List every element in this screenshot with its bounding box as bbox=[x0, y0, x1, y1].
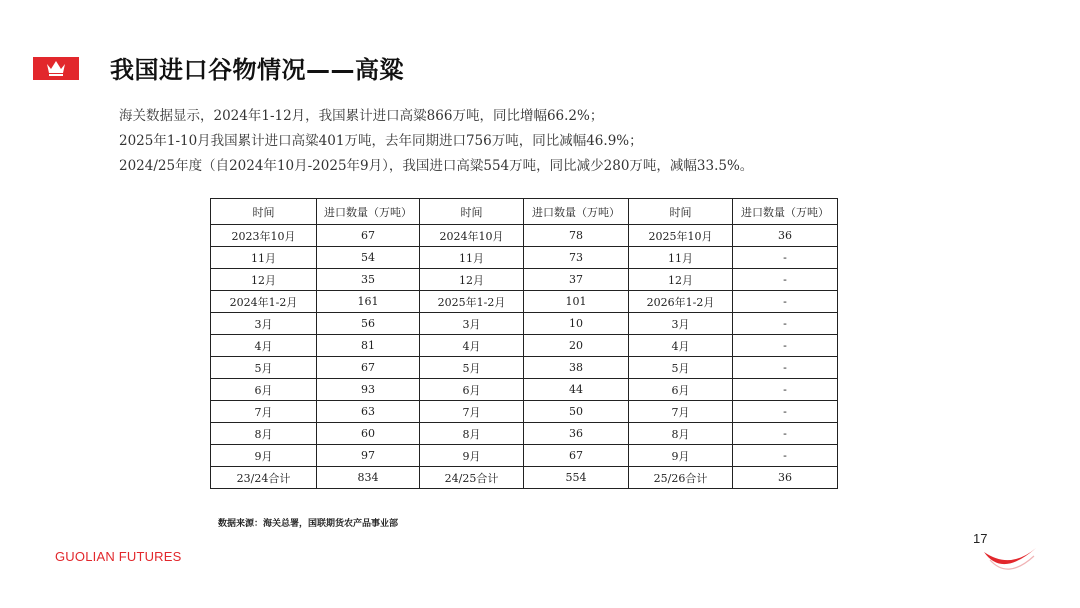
quantity-cell: 78 bbox=[524, 225, 629, 247]
time-cell: 6月 bbox=[211, 379, 317, 401]
quantity-cell: - bbox=[733, 269, 838, 291]
quantity-cell: 93 bbox=[317, 379, 420, 401]
time-cell: 25/26合计 bbox=[629, 467, 733, 489]
time-cell: 24/25合计 bbox=[420, 467, 524, 489]
quantity-cell: - bbox=[733, 445, 838, 467]
time-cell: 4月 bbox=[211, 335, 317, 357]
quantity-cell: 35 bbox=[317, 269, 420, 291]
table-row bbox=[211, 357, 838, 379]
quantity-cell: 67 bbox=[317, 225, 420, 247]
quantity-cell: 67 bbox=[524, 445, 629, 467]
time-cell: 9月 bbox=[629, 445, 733, 467]
crown-icon bbox=[46, 60, 66, 76]
quantity-cell: - bbox=[733, 291, 838, 313]
time-cell: 7月 bbox=[211, 401, 317, 423]
time-cell: 3月 bbox=[420, 313, 524, 335]
table-row bbox=[211, 269, 838, 291]
quantity-cell: - bbox=[733, 379, 838, 401]
quantity-cell: 36 bbox=[524, 423, 629, 445]
time-cell: 12月 bbox=[629, 269, 733, 291]
quantity-cell: - bbox=[733, 423, 838, 445]
table-row bbox=[211, 291, 838, 313]
quantity-cell: 834 bbox=[317, 467, 420, 489]
quantity-cell: 56 bbox=[317, 313, 420, 335]
quantity-cell: - bbox=[733, 313, 838, 335]
quantity-cell: 36 bbox=[733, 225, 838, 247]
time-cell: 8月 bbox=[629, 423, 733, 445]
time-cell: 3月 bbox=[211, 313, 317, 335]
time-cell: 8月 bbox=[211, 423, 317, 445]
quantity-cell: - bbox=[733, 357, 838, 379]
quantity-cell: 97 bbox=[317, 445, 420, 467]
time-cell: 9月 bbox=[420, 445, 524, 467]
time-cell: 11月 bbox=[629, 247, 733, 269]
summary-line: 2025年1-10月我国累计进口高粱401万吨，去年同期进口756万吨，同比减幅46.9%； bbox=[119, 133, 643, 149]
time-cell: 9月 bbox=[211, 445, 317, 467]
time-cell: 2025年10月 bbox=[629, 225, 733, 247]
quantity-cell: 38 bbox=[524, 357, 629, 379]
column-header-quantity: 进口数量（万吨） bbox=[317, 199, 420, 225]
sorghum-import-table bbox=[210, 198, 838, 489]
quantity-cell: 67 bbox=[317, 357, 420, 379]
swoosh-icon bbox=[980, 540, 1040, 580]
time-cell: 6月 bbox=[420, 379, 524, 401]
column-header-time: 时间 bbox=[629, 199, 733, 225]
quantity-cell: 20 bbox=[524, 335, 629, 357]
quantity-cell: 60 bbox=[317, 423, 420, 445]
table-row bbox=[211, 445, 838, 467]
time-cell: 3月 bbox=[629, 313, 733, 335]
column-header-quantity: 进口数量（万吨） bbox=[524, 199, 629, 225]
time-cell: 2024年1-2月 bbox=[211, 291, 317, 313]
time-cell: 4月 bbox=[420, 335, 524, 357]
column-header-time: 时间 bbox=[211, 199, 317, 225]
time-cell: 11月 bbox=[420, 247, 524, 269]
table-header-row bbox=[211, 199, 838, 225]
time-cell: 6月 bbox=[629, 379, 733, 401]
time-cell: 2023年10月 bbox=[211, 225, 317, 247]
table-row bbox=[211, 467, 838, 489]
page-title: 我国进口谷物情况——高粱 bbox=[110, 56, 404, 84]
time-cell: 12月 bbox=[211, 269, 317, 291]
column-header-time: 时间 bbox=[420, 199, 524, 225]
page-number: 17 bbox=[973, 531, 988, 546]
summary-text bbox=[119, 104, 753, 179]
time-cell: 12月 bbox=[420, 269, 524, 291]
time-cell: 4月 bbox=[629, 335, 733, 357]
time-cell: 8月 bbox=[420, 423, 524, 445]
column-header-quantity: 进口数量（万吨） bbox=[733, 199, 838, 225]
quantity-cell: 44 bbox=[524, 379, 629, 401]
summary-line: 2024/25年度（自2024年10月-2025年9月），我国进口高粱554万吨，同比减少280万吨，减幅33.5%。 bbox=[119, 158, 754, 174]
time-cell: 2026年1-2月 bbox=[629, 291, 733, 313]
quantity-cell: 36 bbox=[733, 467, 838, 489]
quantity-cell: 37 bbox=[524, 269, 629, 291]
quantity-cell: 554 bbox=[524, 467, 629, 489]
table-row bbox=[211, 225, 838, 247]
quantity-cell: - bbox=[733, 247, 838, 269]
quantity-cell: 161 bbox=[317, 291, 420, 313]
quantity-cell: 101 bbox=[524, 291, 629, 313]
quantity-cell: 50 bbox=[524, 401, 629, 423]
quantity-cell: 63 bbox=[317, 401, 420, 423]
quantity-cell: - bbox=[733, 401, 838, 423]
time-cell: 5月 bbox=[211, 357, 317, 379]
table-row bbox=[211, 423, 838, 445]
time-cell: 11月 bbox=[211, 247, 317, 269]
table-row bbox=[211, 335, 838, 357]
quantity-cell: 54 bbox=[317, 247, 420, 269]
time-cell: 2025年1-2月 bbox=[420, 291, 524, 313]
quantity-cell: 73 bbox=[524, 247, 629, 269]
brand-name: GUOLIAN FUTURES bbox=[55, 549, 182, 564]
time-cell: 7月 bbox=[629, 401, 733, 423]
table-row bbox=[211, 401, 838, 423]
logo-badge bbox=[33, 57, 79, 80]
table-row bbox=[211, 379, 838, 401]
quantity-cell: 10 bbox=[524, 313, 629, 335]
table-row bbox=[211, 313, 838, 335]
table-body bbox=[211, 225, 838, 489]
time-cell: 23/24合计 bbox=[211, 467, 317, 489]
time-cell: 2024年10月 bbox=[420, 225, 524, 247]
time-cell: 7月 bbox=[420, 401, 524, 423]
table-row bbox=[211, 247, 838, 269]
quantity-cell: - bbox=[733, 335, 838, 357]
time-cell: 5月 bbox=[629, 357, 733, 379]
summary-line: 海关数据显示，2024年1-12月，我国累计进口高粱866万吨，同比增幅66.2%； bbox=[119, 108, 604, 124]
quantity-cell: 81 bbox=[317, 335, 420, 357]
data-source-note: 数据来源：海关总署，国联期货农产品事业部 bbox=[218, 519, 399, 529]
time-cell: 5月 bbox=[420, 357, 524, 379]
